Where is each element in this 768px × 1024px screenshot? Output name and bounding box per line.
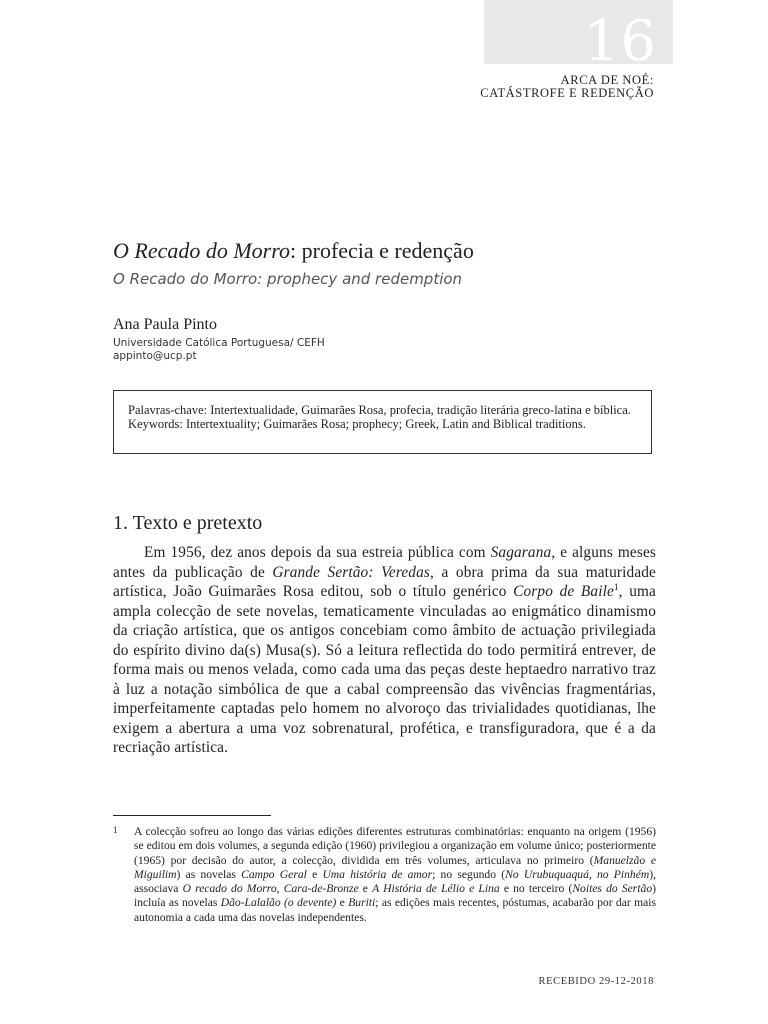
fn-run: ) incluía as novelas xyxy=(134,882,657,910)
fn-italic: A História de Lélio e Lina xyxy=(372,882,500,896)
fn-run: e no terceiro ( xyxy=(499,882,573,896)
fn-run: ; as edições mais recentes, póstumas, acabarão por dar mais autonomia a cada uma das novelas independentes. xyxy=(134,896,656,924)
section-title: 1. Texto e pretexto xyxy=(113,512,263,534)
fn-run: e xyxy=(358,882,373,896)
body-italic-run: Grande Sertão: Veredas xyxy=(272,563,431,581)
fn-italic: Dão-Lalalão (o devente) xyxy=(220,896,337,910)
fn-run: e xyxy=(336,896,349,910)
fn-run: ) as novelas xyxy=(176,867,242,881)
body-italic-run: Sagarana xyxy=(490,544,552,561)
keywords-pt xyxy=(128,403,637,417)
footnote xyxy=(113,825,656,925)
footnote-reference[interactable]: 1 xyxy=(613,581,619,592)
section-heading-line2: CATÁSTROFE E REDENÇÃO xyxy=(480,86,654,100)
article-title-rest: : profecia e redenção xyxy=(290,238,474,263)
body-italic-run: Corpo de Baile xyxy=(513,583,614,600)
body-text-run: , e alguns meses antes da publicação de xyxy=(113,544,656,581)
footnote-mark: 1 xyxy=(113,825,118,835)
section-heading-line1: ARCA DE NOÉ: xyxy=(560,73,654,87)
fn-italic: Buriti xyxy=(348,896,376,910)
fn-italic: No Urubuquaquá, no Pinhém xyxy=(505,867,650,881)
fn-italic: Noites do Sertão xyxy=(572,882,653,896)
chapter-tab xyxy=(484,0,673,64)
fn-italic: Cara-de-Bronze xyxy=(283,882,359,896)
author-name: Ana Paula Pinto xyxy=(113,316,217,333)
article-subtitle: O Recado do Morro: prophecy and redemption xyxy=(113,270,463,288)
fn-run: e xyxy=(306,867,323,881)
fn-italic: O recado do Morro xyxy=(182,882,277,896)
article-title-italic: O Recado do Morro xyxy=(113,238,290,263)
article-title xyxy=(113,238,474,264)
body-text-run: Em 1956, dez anos depois da sua estreia pública com xyxy=(144,544,491,561)
fn-run: A colecção sofreu ao longo das várias edições diferentes estruturas combinatórias: enquanto na origem (1956) se editou em dois volumes, a segunda edição (1960) privilegiou a organização em volume único; posteriormente (1965) por decisão do autor, a colecção, dividida em três volumes, articulava no primeiro ( xyxy=(134,825,656,867)
section-heading xyxy=(480,74,654,100)
chapter-number: 16 xyxy=(583,9,657,64)
fn-run: ), associava xyxy=(134,867,656,896)
author-affiliation: Universidade Católica Portuguesa/ CEFH xyxy=(113,337,325,349)
body-paragraph xyxy=(113,543,656,758)
keywords-en xyxy=(128,417,637,431)
fn-run: , xyxy=(276,882,284,896)
received-date: RECEBIDO 29-12-2018 xyxy=(538,976,654,987)
keywords-pt-text: Intertextualidade, Guimarães Rosa, profecia, tradição literária greco-latina e bíblica. xyxy=(207,403,631,417)
fn-italic: Manuelzão e Miguilim xyxy=(134,853,656,881)
keywords-box xyxy=(113,390,652,454)
footnote-text xyxy=(134,825,656,925)
fn-italic: Uma história de amor xyxy=(322,867,433,881)
body-text-run: , a obra prima da sua maturidade artística, João Guimarães Rosa editou, sob o título genérico xyxy=(113,563,656,600)
keywords-pt-label: Palavras-chave: xyxy=(128,403,208,417)
fn-run: ; no segundo ( xyxy=(432,867,506,881)
fn-italic: Campo Geral xyxy=(241,867,307,881)
body-text-run: , uma ampla colecção de sete novelas, tematicamente vinculadas ao enigmático dinamismo da criação artística, que os antigos concebiam como âmbito de actuação privilegiada do espírito divino da(s) Musa(s). Só a leitura reflectida do todo permitirá entrever, de forma mais ou menos velada, como cada uma das peças deste heptaedro narrativo traz à luz a notação simbólica de que a cabal compreensão das vivências fragmentárias, imperfeitamente captadas pelo homem no alvoroço das trivialidades quotidianas, lhe exigem a abertura a uma voz sobrenatural, profética, e transfiguradora, que é a da recriação artística. xyxy=(113,583,656,756)
author-email: appinto@ucp.pt xyxy=(113,350,197,362)
footnote-divider xyxy=(113,815,271,816)
keywords-en-text: Intertextuality; Guimarães Rosa; prophecy; Greek, Latin and Biblical traditions. xyxy=(182,417,586,431)
keywords-en-label: Keywords: xyxy=(128,417,183,431)
